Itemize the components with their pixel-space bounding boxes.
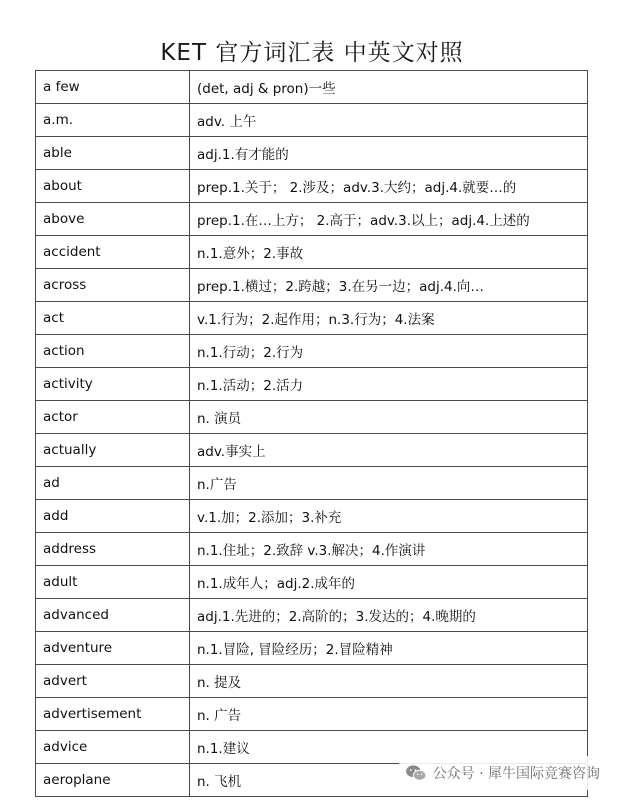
vocabulary-table xyxy=(35,70,588,797)
meaning-cell: adv.事实上 xyxy=(190,434,588,467)
word-cell: a few xyxy=(36,71,190,104)
meaning-cell: n.1.成年人；adj.2.成年的 xyxy=(190,566,588,599)
word-cell: advertisement xyxy=(36,698,190,731)
table-row xyxy=(36,566,588,599)
table-row xyxy=(36,632,588,665)
meaning-cell: prep.1.在…上方； 2.高于；adv.3.以上；adj.4.上述的 xyxy=(190,203,588,236)
table-row xyxy=(36,236,588,269)
table-row xyxy=(36,698,588,731)
word-cell: adventure xyxy=(36,632,190,665)
table-row xyxy=(36,368,588,401)
watermark xyxy=(399,756,606,790)
table-row xyxy=(36,104,588,137)
meaning-cell: v.1.行为；2.起作用；n.3.行为；4.法案 xyxy=(190,302,588,335)
table-row xyxy=(36,500,588,533)
meaning-cell: prep.1.横过；2.跨越；3.在另一边；adj.4.向… xyxy=(190,269,588,302)
meaning-cell: n.1.行动；2.行为 xyxy=(190,335,588,368)
word-cell: aeroplane xyxy=(36,764,190,797)
meaning-cell: n.1.活动；2.活力 xyxy=(190,368,588,401)
word-cell: advanced xyxy=(36,599,190,632)
table-row xyxy=(36,335,588,368)
table-row xyxy=(36,269,588,302)
meaning-cell: n.1.意外；2.事故 xyxy=(190,236,588,269)
word-cell: advert xyxy=(36,665,190,698)
word-cell: above xyxy=(36,203,190,236)
table-row xyxy=(36,599,588,632)
word-cell: action xyxy=(36,335,190,368)
word-cell: activity xyxy=(36,368,190,401)
meaning-cell: n. 提及 xyxy=(190,665,588,698)
meaning-cell: n.1.建议 xyxy=(190,731,588,764)
meaning-cell: v.1.加；2.添加；3.补充 xyxy=(190,500,588,533)
word-cell: add xyxy=(36,500,190,533)
table-row xyxy=(36,434,588,467)
meaning-cell: n.1.冒险, 冒险经历；2.冒险精神 xyxy=(190,632,588,665)
table-row xyxy=(36,533,588,566)
table-row xyxy=(36,137,588,170)
table-row xyxy=(36,665,588,698)
meaning-cell: n. 飞机 xyxy=(190,764,588,797)
word-cell: a.m. xyxy=(36,104,190,137)
meaning-cell: prep.1.关于； 2.涉及；adv.3.大约；adj.4.就要…的 xyxy=(190,170,588,203)
word-cell: accident xyxy=(36,236,190,269)
table-row xyxy=(36,203,588,236)
table-row xyxy=(36,71,588,104)
table-row xyxy=(36,467,588,500)
word-cell: about xyxy=(36,170,190,203)
vocabulary-table-body xyxy=(36,71,588,797)
meaning-cell: adv. 上午 xyxy=(190,104,588,137)
page-title: KET 官方词汇表 中英文对照 xyxy=(160,40,464,66)
meaning-cell: adj.1.有才能的 xyxy=(190,137,588,170)
meaning-cell: n. 广告 xyxy=(190,698,588,731)
word-cell: able xyxy=(36,137,190,170)
table-row xyxy=(36,401,588,434)
meaning-cell: n.广告 xyxy=(190,467,588,500)
wechat-icon xyxy=(405,764,427,782)
watermark-text: 公众号 · 犀牛国际竞赛咨询 xyxy=(432,766,600,782)
meaning-cell: adj.1.先进的；2.高阶的；3.发达的；4.晚期的 xyxy=(190,599,588,632)
meaning-cell: n.1.住址；2.致辞 v.3.解决；4.作演讲 xyxy=(190,533,588,566)
word-cell: advice xyxy=(36,731,190,764)
meaning-cell: n. 演员 xyxy=(190,401,588,434)
word-cell: actor xyxy=(36,401,190,434)
word-cell: address xyxy=(36,533,190,566)
table-row xyxy=(36,170,588,203)
table-row xyxy=(36,302,588,335)
word-cell: adult xyxy=(36,566,190,599)
word-cell: across xyxy=(36,269,190,302)
meaning-cell: (det, adj & pron)一些 xyxy=(190,71,588,104)
word-cell: ad xyxy=(36,467,190,500)
word-cell: act xyxy=(36,302,190,335)
word-cell: actually xyxy=(36,434,190,467)
